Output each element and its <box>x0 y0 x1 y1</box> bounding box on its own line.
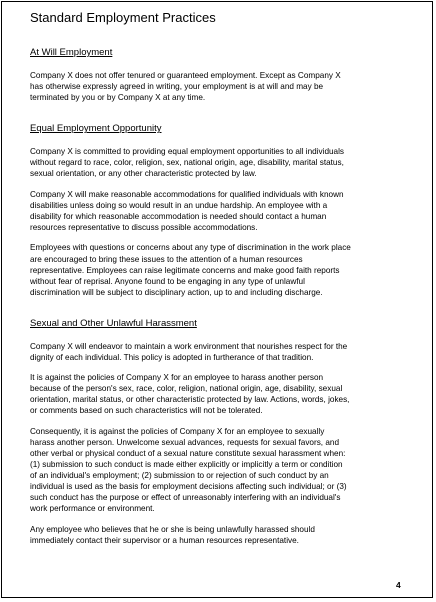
text-line: discrimination will be subject to disciplinary action, up to and including discharge. <box>30 287 323 297</box>
section <box>30 47 410 103</box>
text-line: or comments based on such characteristics will not be tolerated. <box>30 406 263 416</box>
text-line: of an individual's employment; (2) submission to or rejection of such conduct by an <box>30 471 329 481</box>
text-line: Any employee who believes that he or she is being unlawfully harassed should <box>30 524 315 534</box>
text-line: Company X will endeavor to maintain a work environment that nourishes respect for the <box>30 341 348 351</box>
document-title: Standard Employment Practices <box>30 10 216 25</box>
text-line: Employees with questions or concerns about any type of discrimination in the work place <box>30 243 351 253</box>
text-line: because of the person's sex, race, color, religion, national origin, age, disability, sexual <box>30 384 343 394</box>
document-body <box>30 47 410 555</box>
text-line: (1) submission to such conduct is made either explicitly or implicitly a term or condition <box>30 460 343 470</box>
document-page <box>1 1 433 598</box>
paragraph <box>30 426 410 514</box>
paragraph <box>30 189 410 233</box>
text-line: work performance or environment. <box>30 504 155 514</box>
section-heading: Sexual and Other Unlawful Harassment <box>30 317 197 329</box>
text-line: It is against the policies of Company X for an employee to harass another person <box>30 373 324 383</box>
section <box>30 123 410 298</box>
text-line: terminated by you or by Company X at any time. <box>30 93 206 103</box>
text-line: disability for which reasonable accommodation is needed should contact a human <box>30 211 327 221</box>
section-heading: At Will Employment <box>30 47 113 58</box>
text-line: are encouraged to bring these issues to the attention of a human resources <box>30 254 303 264</box>
text-line: Consequently, it is against the policies of Company X for an employee to sexually <box>30 426 325 436</box>
text-line: Company X does not offer tenured or guaranteed employment. Except as Company X <box>30 71 341 80</box>
text-line: has otherwise expressly agreed in writing, your employment is at will and may be <box>30 82 324 92</box>
text-line: without fear of reprisal. Anyone found to be engaging in any type of unlawful <box>30 276 305 286</box>
paragraph <box>30 242 410 297</box>
paragraph <box>30 70 410 103</box>
text-line: individual is used as the basis for employment decisions affecting such individual; or (3) <box>30 482 347 492</box>
text-line: such conduct has the purpose or effect of unreasonably interfering with an individual's <box>30 493 341 503</box>
page-number: 4 <box>396 580 401 590</box>
section-heading: Equal Employment Opportunity <box>30 123 162 135</box>
text-line: Company X is committed to providing equal employment opportunities to all individuals <box>30 147 345 157</box>
text-line: dignity of each individual. This policy is adopted in furtherance of that tradition. <box>30 352 314 362</box>
text-line: orientation, marital status, or other characteristic protected by law. Actions, words, jokes, <box>30 395 350 405</box>
paragraph <box>30 146 410 179</box>
text-line: sexual orientation, or any other characteristic protected by law. <box>30 169 257 179</box>
text-line: harass another person. Unwelcome sexual advances, requests for sexual favors, and <box>30 438 340 448</box>
text-line: without regard to race, color, religion, sex, national origin, age, disability, marital status, <box>30 158 344 168</box>
paragraph <box>30 372 410 416</box>
text-line: other verbal or physical conduct of a sexual nature constitute sexual harassment when: <box>30 449 346 459</box>
paragraph <box>30 524 410 546</box>
text-line: immediately contact their supervisor or a human resources representative. <box>30 535 299 545</box>
text-line: representative. Employees can raise legitimate concerns and make good faith reports <box>30 265 340 275</box>
text-line: disabilities unless doing so would result in an undue hardship. An employee with a <box>30 200 328 210</box>
paragraph <box>30 341 410 363</box>
text-line: resources representative to discuss possible accommodations. <box>30 222 258 232</box>
text-line: Company X will make reasonable accommodations for qualified individuals with known <box>30 189 344 199</box>
section <box>30 318 410 546</box>
